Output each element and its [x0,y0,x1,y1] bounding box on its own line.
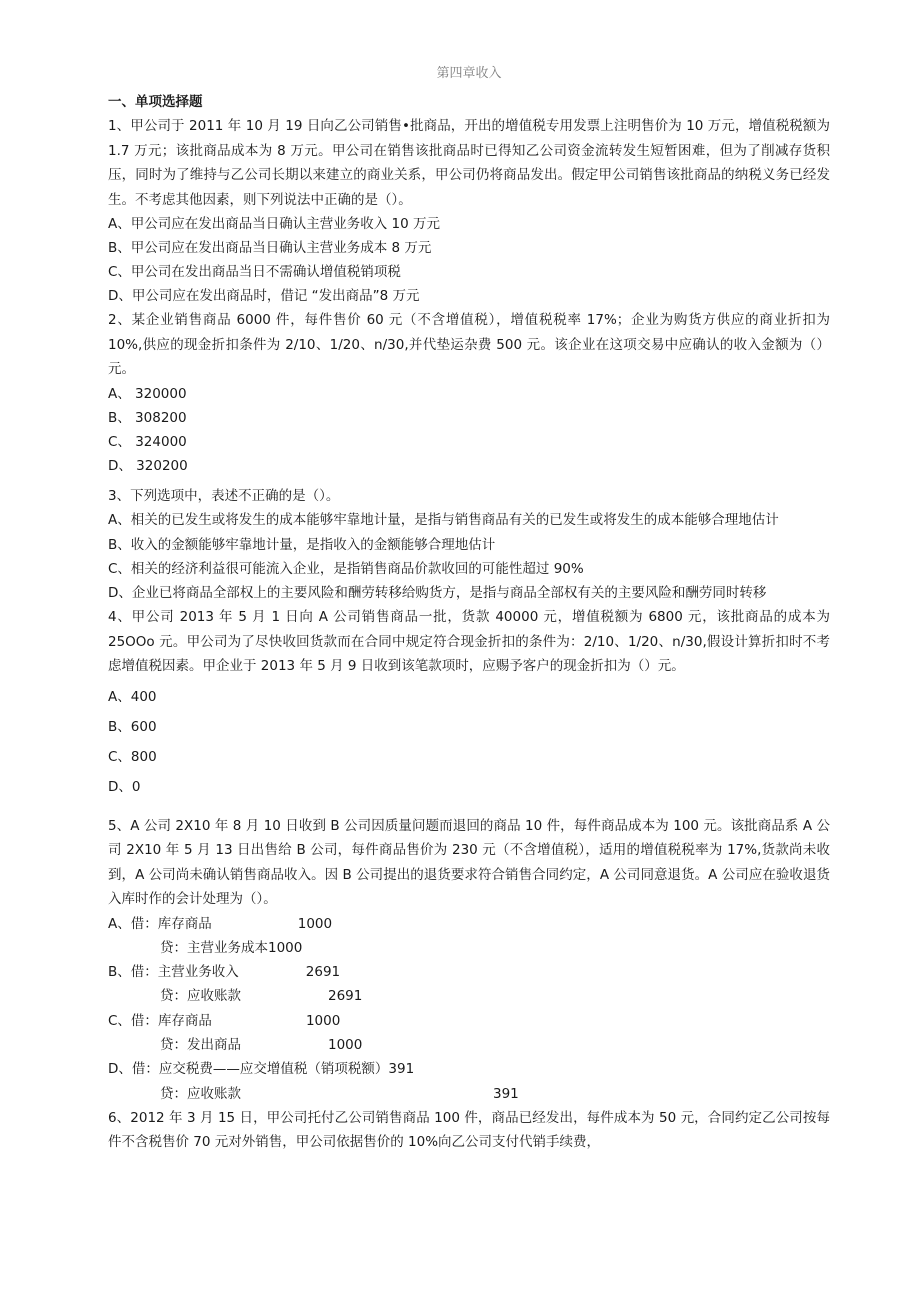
option-c [108,1009,830,1058]
option-b: B、收入的金额能够牢靠地计量，是指收入的金额能够合理地估计 [108,536,496,553]
question-stem: 3、下列选项中，表述不正确的是（）。 [108,487,340,504]
option-b: B、 308200 [108,409,187,426]
option-d [108,1057,830,1106]
option-c: C、800 [108,748,157,765]
question-4 [108,605,830,814]
option-b [108,960,830,1009]
question-6 [108,1106,830,1155]
option-d: D、 320200 [108,457,188,474]
option-a: A、400 [108,688,157,705]
option-a: A、相关的已发生或将发生的成本能够牢靠地计量，是指与销售商品有关的已发生或将发生的成本能够合理地估计 [108,512,779,528]
section-heading: 一、单项选择题 [108,94,203,110]
option-c: C、相关的经济利益很可能流入企业，是指销售商品价款收回的可能性超过 90% [108,560,584,577]
credit-line: 贷：发出商品 1000 [160,1036,363,1053]
credit-line: 贷：主营业务成本1000 [160,939,303,956]
option-a [108,912,830,961]
question-1 [108,114,830,308]
option-b: B、甲公司应在发出商品当日确认主营业务成本 8 万元 [108,240,432,256]
question-2 [108,308,830,484]
option-c: C、甲公司在发出商品当日不需确认增值税销项税 [108,264,401,280]
debit-line: A、借：库存商品 1000 [108,915,333,932]
option-d: D、0 [108,778,141,795]
debit-line: B、借：主营业务收入 2691 [108,964,341,981]
question-stem: 2、某企业销售商品 6000 件，每件售价 60 元（不含增值税），增值税税率 17%；企业为购货方供应的商业折扣为 10%,供应的现金折扣条件为 2/10、1/20、n/30,并代垫运杂费 500 元。该企业在这项交易中应确认的收入金额为（）元。 [108,312,830,377]
option-a: A、 320000 [108,385,187,402]
question-stem: 4、甲公司 2013 年 5 月 1 日向 A 公司销售商品一批，货款 40000 元，增值税额为 6800 元，该批商品的成本为 25OOo 元。甲公司为了尽快收回货款而在合同中规定符合现金折扣的条件为：2/10、1/20、n/30,假设计算折扣时不考虑增值税因素。甲企业于 2013 年 5 月 9 日收到该笔款项时，应赐予客户的现金折扣为（）元。 [108,609,830,674]
option-b: B、600 [108,718,157,735]
document-page [108,62,830,1155]
question-stem: 1、甲公司于 2011 年 10 月 19 日向乙公司销售•批商品，开出的增值税专用发票上注明售价为 10 万元，增值税税额为 1.7 万元；该批商品成本为 8 万元。甲公司在销售该批商品时已得知乙公司资金流转发生短暂困难，但为了削减存货积压，同时为了维持与乙公司长期以来建立的商业关系，甲公司仍将商品发出。假定甲公司销售该批商品的纳税义务已经发生。不考虑其他因素，则下列说法中正确的是（）。 [108,118,830,208]
question-3 [108,484,830,606]
debit-line: C、借：库存商品 1000 [108,1012,341,1029]
option-c: C、 324000 [108,433,187,450]
option-a: A、甲公司应在发出商品当日确认主营业务收入 10 万元 [108,216,440,232]
debit-line: D、借：应交税费——应交增值税（销项税额）391 [108,1061,415,1078]
credit-line: 贷：应收账款 2691 [160,988,363,1005]
credit-line: 贷：应收账款 391 [160,1085,519,1102]
question-stem: 5、A 公司 2X10 年 8 月 10 日收到 B 公司因质量问题而退回的商品 10 件，每件商品成本为 100 元。该批商品系 A 公司 2X10 年 5 月 13 日出售给 B 公司，每件商品售价为 230 元（不含增值税），适用的增值税税率为 17%,货款尚未收到，A 公司尚未确认销售商品收入。因 B 公司提出的退货要求符合销售合同约定，A 公司同意退货。A 公司应在验收退货入库时作的会计处理为（）。 [108,817,830,907]
option-d: D、甲公司应在发出商品时，借记 “发出商品”8 万元 [108,288,420,304]
option-d: D、企业已将商品全部权上的主要风险和酬劳转移给购货方，是指与商品全部权有关的主要风险和酬劳同时转移 [108,584,767,601]
question-stem: 6、2012 年 3 月 15 日，甲公司托付乙公司销售商品 100 件，商品已经发出，每件成本为 50 元，合同约定乙公司按每件不含税售价 70 元对外销售，甲公司依据售价的 10%向乙公司支付代销手续费， [108,1109,830,1151]
chapter-title: 第四章收入 [436,66,502,81]
question-5 [108,814,830,1106]
